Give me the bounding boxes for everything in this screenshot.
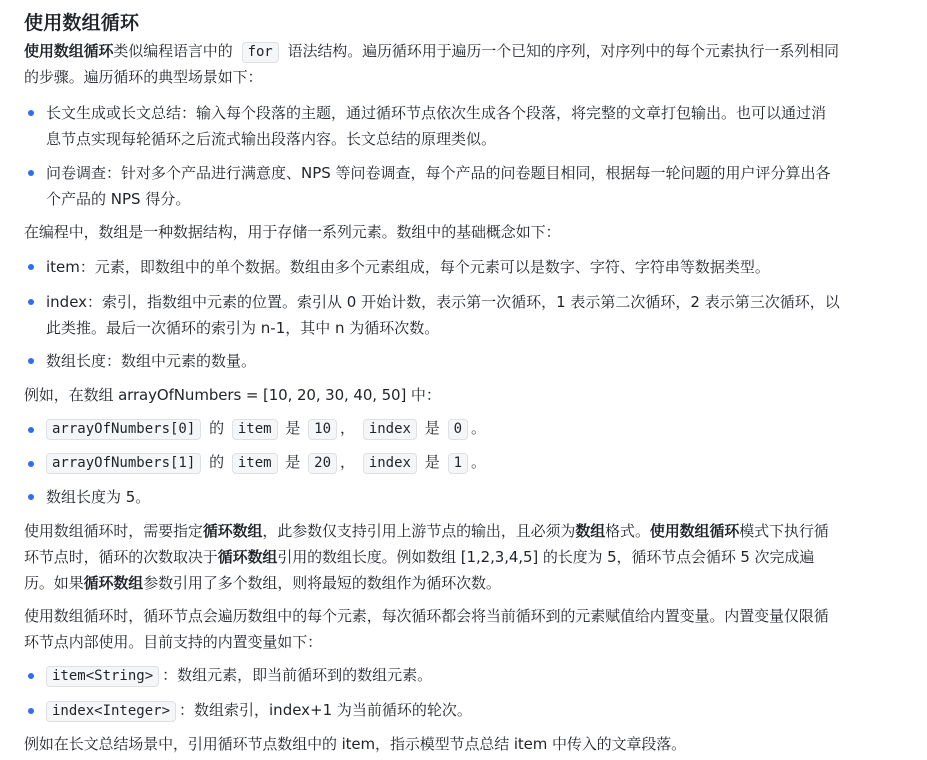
code-value: 20 — [308, 453, 337, 474]
usage-line-2 — [24, 544, 896, 570]
list-item-line: 此类推。最后一次循环的索引为 n-1，其中 n 为循环次数。 — [46, 319, 440, 337]
usage-text: 引用的数组长度。例如数组 [1,2,3,4,5] 的长度为 5，循环节点会循环 5 次完成遍 — [277, 548, 815, 566]
var-description: ：数组元素，即当前循环到的数组元素。 — [162, 666, 433, 684]
code-array-element: arrayOfNumbers[0] — [46, 419, 201, 440]
bullet-icon — [28, 427, 34, 433]
bullet-icon — [28, 494, 34, 500]
usage-bold: 循环数组 — [217, 548, 278, 566]
page-title: 使用数组循环 — [24, 12, 140, 34]
code-index-value: 1 — [448, 453, 468, 474]
list-item-var-index — [46, 697, 896, 723]
builtin-line: 使用数组循环时，循环节点会遍历数组中的每个元素，每次循环都会将当前循环到的元素赋值给内置变量。内置变量仅限循 — [24, 607, 829, 625]
example-text: 的 — [209, 419, 225, 437]
list-item-line: 长文生成或长文总结：输入每个段落的主题，通过循环节点依次生成各个段落，将完整的文章打包输出。也可以通过消 — [46, 104, 827, 122]
code-item: item — [232, 453, 278, 474]
builtin-paragraph — [24, 603, 896, 655]
list-item-line: item：元素，即数组中的单个数据。数组由多个元素组成，每个元素可以是数字、字符、字符串等数据类型。 — [46, 258, 770, 276]
usage-bold: 循环数组 — [83, 574, 144, 592]
bullet-icon — [28, 708, 34, 714]
builtin-line: 环节点内部使用。目前支持的内置变量如下： — [24, 633, 323, 651]
bullet-icon — [28, 299, 34, 305]
example-text: 是 — [424, 453, 440, 471]
bullet-icon — [28, 673, 34, 679]
example-text: 。 — [471, 419, 487, 437]
bullet-icon — [28, 264, 34, 270]
intro-line-2: 的步骤。遍历循环的典型场景如下： — [24, 68, 263, 86]
example-text: 是 — [285, 453, 301, 471]
bullet-icon — [28, 170, 34, 176]
list-item-scenario-1 — [46, 100, 896, 152]
usage-bold: 数组 — [575, 522, 606, 540]
closing-paragraph: 例如在长文总结场景中，引用循环节点数组中的 item，指示模型节点总结 item 中传入的文章段落。 — [24, 735, 687, 753]
usage-text: 模式下执行循 — [739, 522, 829, 540]
list-item-var-item — [46, 662, 896, 688]
list-item-line: 数组长度为 5。 — [46, 488, 151, 506]
list-item-line: 个产品的 NPS 得分。 — [46, 190, 191, 208]
list-item-concept-item — [46, 254, 896, 280]
concepts-intro: 在编程中，数组是一种数据结构，用于存储一系列元素。数组中的基础概念如下： — [24, 223, 561, 241]
usage-paragraph — [24, 518, 896, 596]
usage-text: 参数引用了多个数组，则将最短的数组作为循环次数。 — [143, 574, 501, 592]
var-description: ：数组索引，index+1 为当前循环的轮次。 — [179, 701, 472, 719]
example-text: 是 — [424, 419, 440, 437]
intro-paragraph — [24, 38, 896, 90]
intro-text-1: 类似编程语言中的 — [113, 42, 233, 60]
list-item-line: index：索引，指数组中元素的位置。索引从 0 开始计数，表示第一次循环，1 表示第二次循环，2 表示第三次循环，以 — [46, 293, 840, 311]
usage-line-3 — [24, 570, 896, 596]
list-item-scenario-2 — [46, 160, 896, 212]
list-item-example-length — [46, 484, 896, 510]
example-intro: 例如，在数组 arrayOfNumbers = [10, 20, 30, 40, 50] 中： — [24, 386, 441, 404]
usage-text: ，此参数仅支持引用上游节点的输出，且必须为 — [262, 522, 576, 540]
list-item-example-1 — [46, 449, 896, 475]
usage-line-1 — [24, 518, 896, 544]
usage-text: 环节点时，循环的次数取决于 — [24, 548, 218, 566]
code-value: 10 — [308, 419, 337, 440]
list-item-example-0 — [46, 415, 896, 441]
example-text: ， — [340, 419, 356, 437]
example-text: 是 — [285, 419, 301, 437]
intro-text-2: 语法结构。遍历循环用于遍历一个已知的序列，对序列中的每个元素执行一系列相同 — [287, 42, 839, 60]
bullet-icon — [28, 358, 34, 364]
code-index: index — [363, 453, 417, 474]
code-for: for — [242, 42, 279, 63]
code-index: index — [363, 419, 417, 440]
example-text: 的 — [209, 453, 225, 471]
example-text: ， — [340, 453, 356, 471]
usage-text: 历。如果 — [24, 574, 84, 592]
usage-bold: 循环数组 — [202, 522, 263, 540]
usage-text: 格式。 — [605, 522, 650, 540]
list-item-concept-length — [46, 348, 896, 374]
intro-line-1 — [24, 38, 896, 64]
example-text: 。 — [471, 453, 487, 471]
code-array-element: arrayOfNumbers[1] — [46, 453, 201, 474]
list-item-line: 息节点实现每轮循环之后流式输出段落内容。长文总结的原理类似。 — [46, 130, 497, 148]
code-item: item — [232, 419, 278, 440]
list-item-line: 数组长度：数组中元素的数量。 — [46, 352, 257, 370]
usage-bold: 使用数组循环 — [649, 522, 740, 540]
intro-bold: 使用数组循环 — [24, 42, 114, 60]
usage-text: 使用数组循环时，需要指定 — [24, 522, 203, 540]
list-item-line: 问卷调查：针对多个产品进行满意度、NPS 等问卷调查，每个产品的问卷题目相同，根据每一轮问题的用户评分算出各 — [46, 164, 831, 182]
bullet-icon — [28, 461, 34, 467]
list-item-concept-index — [46, 289, 896, 341]
code-item-string: item<String> — [46, 666, 159, 687]
code-index-integer: index<Integer> — [46, 701, 176, 722]
bullet-icon — [28, 110, 34, 116]
code-index-value: 0 — [448, 419, 468, 440]
